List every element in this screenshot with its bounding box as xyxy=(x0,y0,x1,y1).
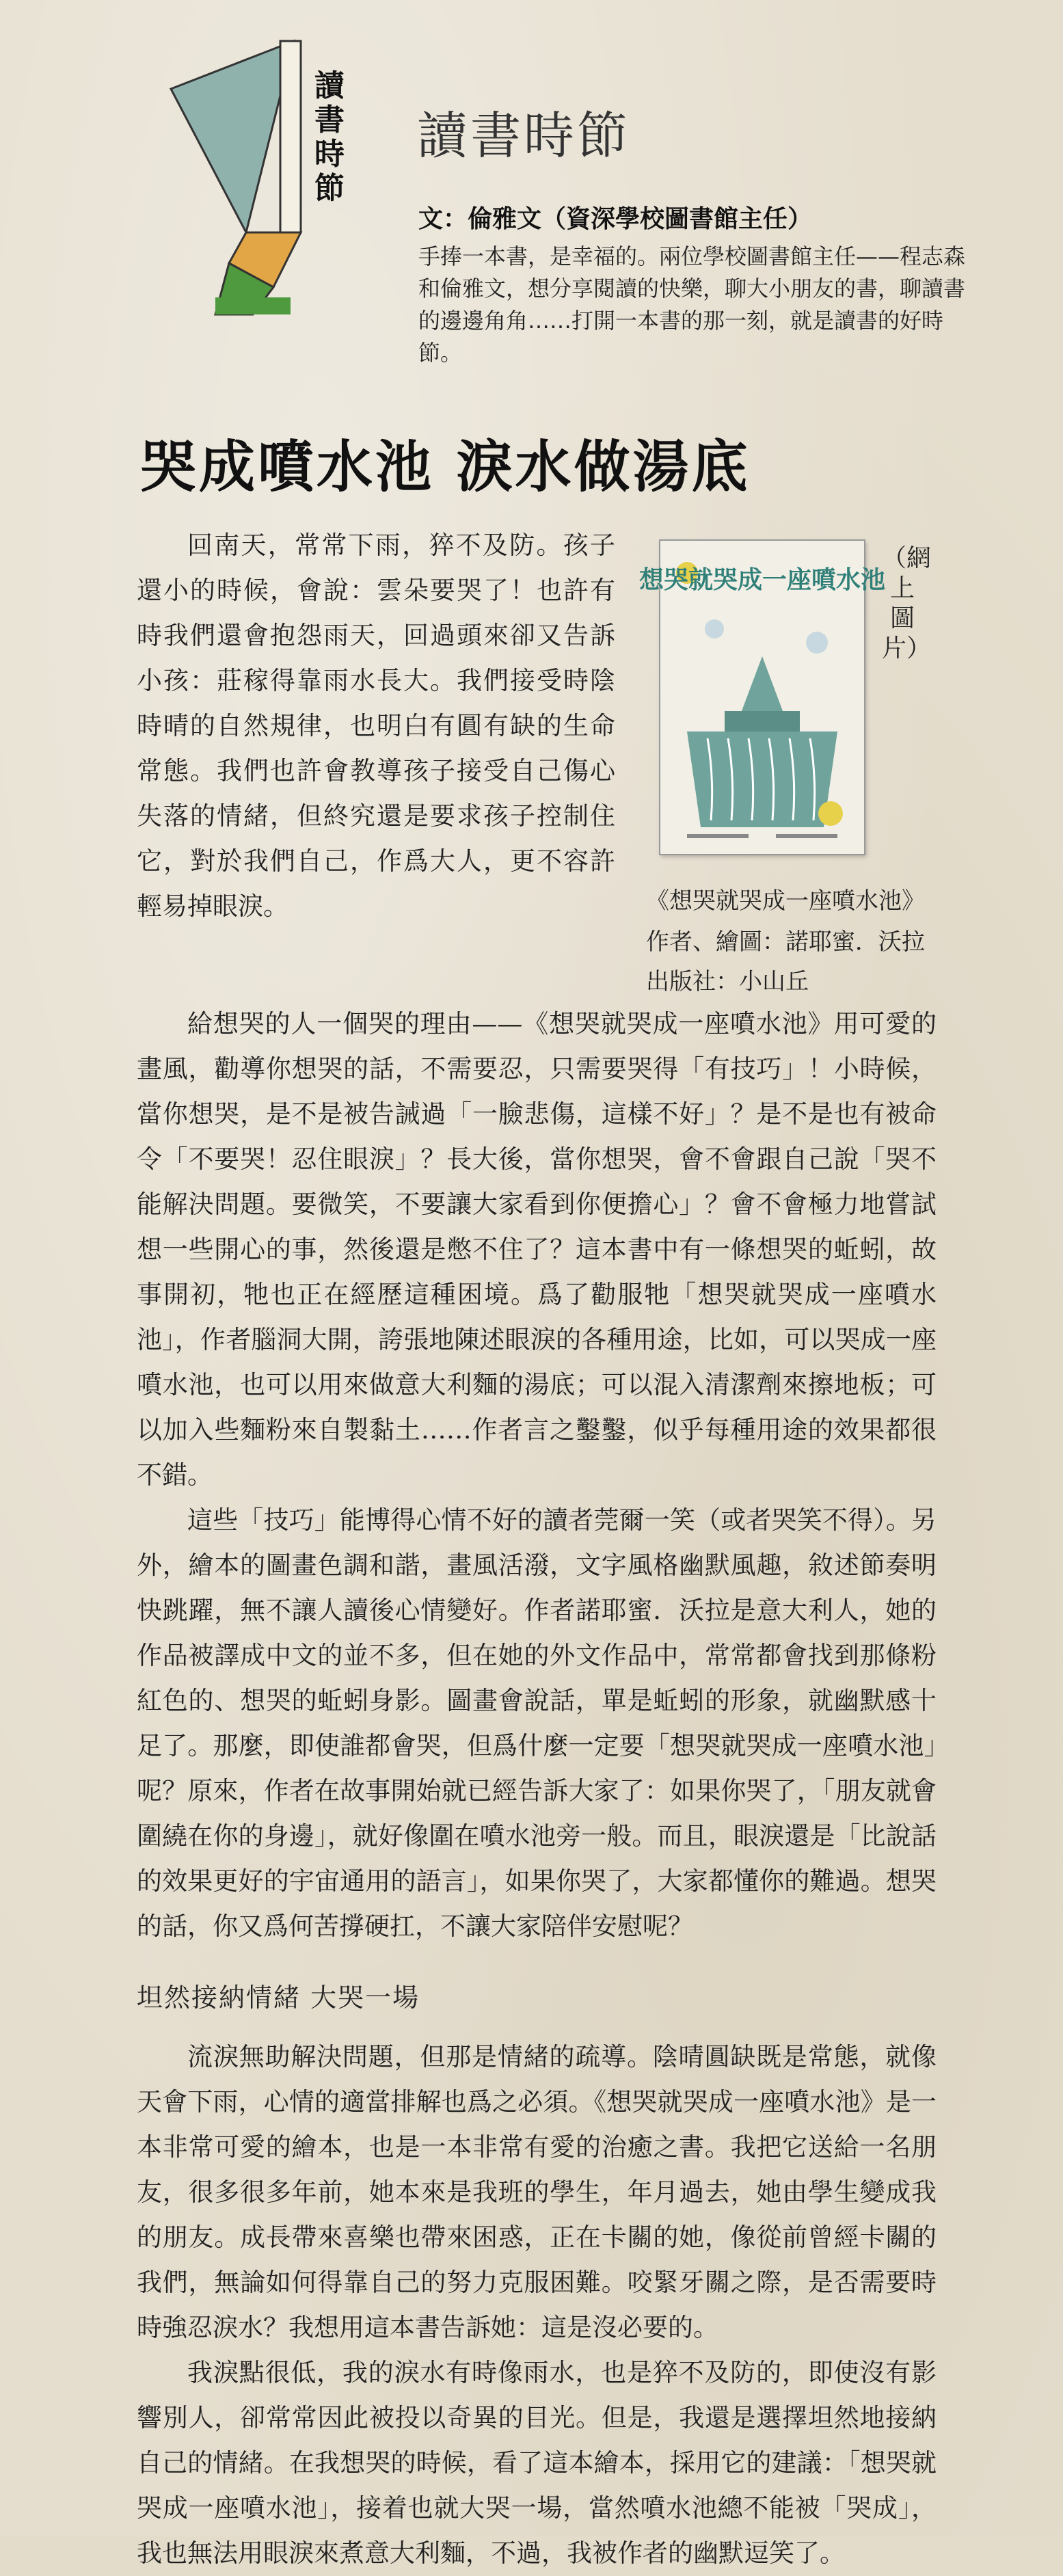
column-intro: 手捧一本書，是幸福的。兩位學校圖書館主任——程志森和倫雅文，想分享閱讀的快樂，聊大小朋友的書，聊讀書的邊邊角角……打開一本書的那一刻，就是讀書的好時節。 xyxy=(418,243,966,366)
logo-base xyxy=(215,297,291,314)
paragraph-2: 給想哭的人一個哭的理由——《想哭就哭成一座噴水池》用可愛的畫風，勸導你想哭的話，不需要忍，只需要哭得「有技巧」！小時候，當你想哭，是不是被告誡過「一臉悲傷，這樣不好」？是不是也有被命令「不要哭！忍住眼淚」？長大後，當你想哭，會不會跟自己說「哭不能解決問題。要微笑，不要讓大家看到你便擔心」？會不會極力地嘗試想一些開心的事，然後還是憋不住了？這本書中有一條想哭的蚯蚓，故事開初，牠也正在經歷這種困境。爲了勸服牠「想哭就哭成一座噴水池」，作者腦洞大開，誇張地陳述眼淚的各種用途，比如，可以哭成一座噴水池，也可以用來做意大利麵的湯底；可以混入清潔劑來擦地板；可以加入些麵粉來自製黏土……作者言之鑿鑿，似乎每種用途的效果都很不錯。 xyxy=(137,1009,937,1490)
logo-text-3: 時 xyxy=(314,137,345,172)
logo-bar xyxy=(280,41,301,232)
logo-teal-shape xyxy=(171,41,294,232)
byline: 文：倫雅文（資深學校圖書館主任） xyxy=(418,205,813,233)
paragraph-4: 流淚無助解決問題，但那是情緒的疏導。陰晴圓缺既是常態，就像天會下雨，心情的適當排解也爲之必須。《想哭就哭成一座噴水池》是一本非常可愛的繪本，也是一本非常有愛的治癒之書。我把它送給一名朋友，很多很多年前，她本來是我班的學生，年月過去，她由學生變成我的朋友。成長帶來喜樂也帶來困惑，正在卡關的她，像從前曾經卡關的我們，無論如何得靠自己的努力克服困難。咬緊牙關之際，是否需要時時強忍淚水？我想用這本書告訴她：這是沒必要的。 xyxy=(137,2042,937,2342)
logo-text-2: 書 xyxy=(314,103,345,137)
article-headline: 哭成噴水池 淚水做湯底 xyxy=(140,434,751,500)
caption-title: 《想哭就哭成一座噴水池》 xyxy=(646,887,925,915)
book-cover-image xyxy=(638,540,886,855)
paragraph-3: 這些「技巧」能博得心情不好的讀者莞爾一笑（或者哭笑不得）。另外，繪本的圖畫色調和諧，畫風活潑，文字風格幽默風趣，敘述節奏明快跳躍，無不讓人讀後心情變好。作者諾耶蜜．沃拉是意大利人，她的作品被譯成中文的並不多，但在她的外文作品中，常常都會找到那條粉紅色的、想哭的蚯蚓身影。圖畫會說話，單是蚯蚓的形象，就幽默感十足了。那麼，即使誰都會哭，但爲什麼一定要「想哭就哭成一座噴水池」呢？原來，作者在故事開始就已經告訴大家了：如果你哭了，「朋友就會圍繞在你的身邊」，就好像圍在噴水池旁一般。而且，眼淚還是「比說話的效果更好的宇宙通用的語言」，如果你哭了，大家都懂你的難過。想哭的話，你又爲何苦撐硬扛，不讓大家陪伴安慰呢？ xyxy=(137,1505,937,1941)
online-image-credit: （網上圖片） xyxy=(882,544,932,662)
paragraph-1: 回南天，常常下雨，猝不及防。孩子還小的時候，會說：雲朵要哭了！也許有時我們還會抱怨雨天，回過頭來卻又告訴小孩：莊稼得靠雨水長大。我們接受時陰時晴的自然規律，也明白有圓有缺的生命常態。我們也許會教導孩子接受自己傷心失落的情緒，但終究還是要求孩子控制住它，對於我們自己，作爲大人，更不容許輕易掉眼淚。 xyxy=(137,531,615,921)
caption-author: 作者、繪圖：諾耶蜜．沃拉 xyxy=(646,928,925,956)
paragraph-5: 我淚點很低，我的淚水有時像雨水，也是猝不及防的，即使沒有影響別人，卻常常因此被投以奇異的目光。但是，我還是選擇坦然地接納自己的情緒。在我想哭的時候，看了這本繪本，採用它的建議：「想哭就哭成一座噴水池」，接着也就大哭一場，當然噴水池總不能被「哭成」，我也無法用眼淚來煮意大利麵，不過，我被作者的幽默逗笑了。 xyxy=(137,2358,937,2568)
book-cover-title: 想哭就哭成一座噴水池 xyxy=(638,566,886,594)
article-subhead: 坦然接納情緒 大哭一場 xyxy=(137,1983,420,2013)
column-name: 讀書時節 xyxy=(417,107,630,165)
column-logo xyxy=(164,27,383,321)
logo-text-1: 讀 xyxy=(314,68,345,103)
logo-text-4: 節 xyxy=(314,171,345,206)
caption-publisher: 出版社：小山丘 xyxy=(646,968,809,995)
